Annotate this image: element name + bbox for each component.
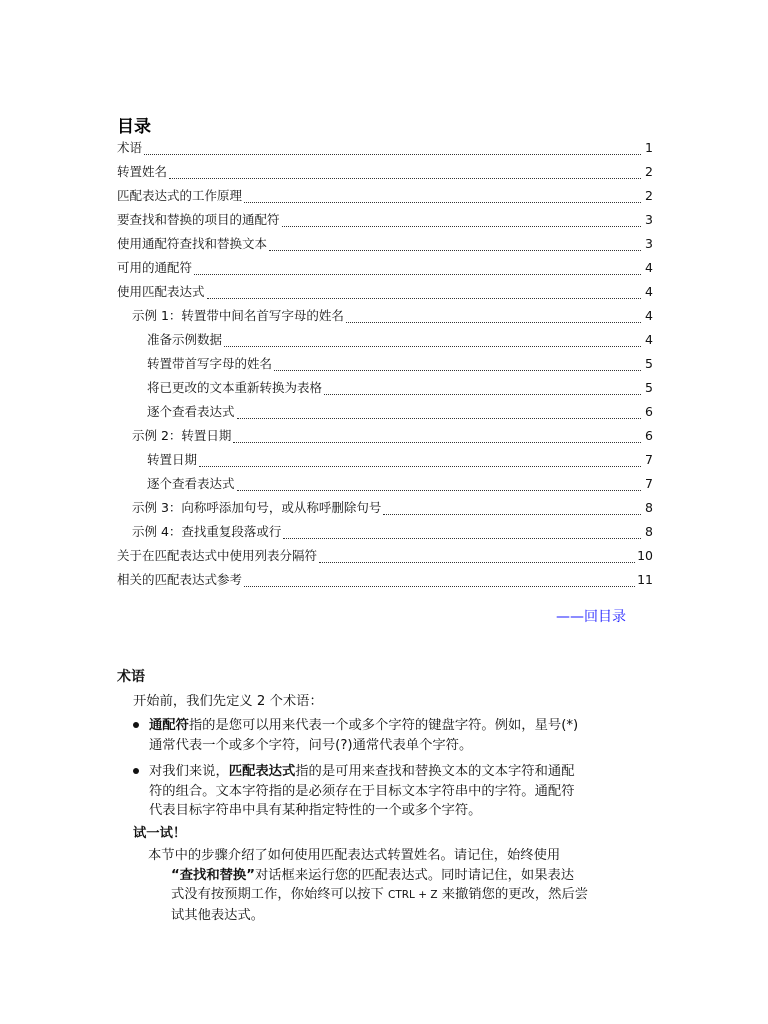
toc-entry-page: 5: [645, 380, 653, 395]
try-it-body: [148, 846, 654, 925]
list-item: [131, 762, 651, 821]
back-to-toc-link[interactable]: ——回目录: [556, 609, 626, 625]
toc-entry[interactable]: [117, 184, 653, 208]
toc-entry-label: 示例 3：向称呼添加句号，或从称呼删除句号: [132, 500, 382, 515]
toc-entry-page: 2: [645, 164, 653, 179]
toc-entry[interactable]: [117, 136, 653, 160]
term-expression-def-line1: 指的是可用来查找和替换文本的文本字符和通配: [295, 764, 575, 779]
toc-entry[interactable]: [117, 520, 653, 544]
toc-entry-label: 使用通配符查找和替换文本: [117, 236, 268, 251]
term-list: [131, 716, 651, 828]
try-it-line3a: 式没有按预期工作，你始终可以按下: [171, 887, 388, 902]
section-title: 术语: [117, 669, 145, 685]
toc-entry-page: 2: [645, 188, 653, 203]
toc-entry-label: 使用匹配表达式: [117, 284, 205, 299]
bullet-icon: [133, 722, 139, 728]
toc-entry[interactable]: [117, 304, 653, 328]
toc-entry-page: 10: [637, 548, 653, 563]
toc-entry-label: 匹配表达式的工作原理: [117, 188, 243, 203]
list-item: [131, 716, 651, 755]
toc-leader-dots: [244, 585, 635, 587]
toc-entry-label: 转置姓名: [117, 164, 168, 179]
toc-entry[interactable]: [117, 400, 653, 424]
bullet-icon: [133, 768, 139, 774]
toc-entry-page: 3: [645, 212, 653, 227]
toc-leader-dots: [237, 489, 641, 491]
toc-entry-label: 逐个查看表达式: [147, 476, 235, 491]
toc-leader-dots: [194, 273, 641, 275]
toc-leader-dots: [224, 345, 641, 347]
toc-entry[interactable]: [117, 544, 653, 568]
toc-entry-label: 转置日期: [147, 452, 198, 467]
toc-entry[interactable]: [117, 160, 653, 184]
term-wildcard-def-line1: 指的是您可以用来代表一个或多个字符的键盘字符。例如，星号(*): [188, 718, 579, 733]
toc-entry-label: 要查找和替换的项目的通配符: [117, 212, 280, 227]
try-it-line1: 本节中的步骤介绍了如何使用匹配表达式转置姓名。请记住，始终使用: [148, 848, 561, 863]
table-of-contents: [117, 136, 653, 592]
try-it-line4: 试其他表达式。: [171, 907, 265, 923]
toc-entry[interactable]: [117, 280, 653, 304]
term-expression-prefix: 对我们来说，: [149, 764, 229, 779]
toc-entry-page: 4: [645, 284, 653, 299]
toc-title: 目录: [117, 117, 151, 137]
toc-entry-page: 7: [645, 452, 653, 467]
toc-leader-dots: [282, 225, 641, 227]
try-it-heading: 试一试！: [133, 826, 187, 841]
toc-leader-dots: [269, 249, 641, 251]
toc-entry-label: 术语: [117, 140, 143, 155]
toc-entry-label: 准备示例数据: [147, 332, 223, 347]
toc-leader-dots: [169, 177, 641, 179]
toc-leader-dots: [274, 369, 641, 371]
toc-leader-dots: [244, 201, 641, 203]
term-wildcard: 通配符: [149, 718, 189, 733]
toc-entry-label: 示例 4：查找重复段落或行: [132, 524, 282, 539]
toc-entry[interactable]: [117, 424, 653, 448]
toc-entry-page: 8: [645, 500, 653, 515]
toc-entry[interactable]: [117, 232, 653, 256]
toc-entry[interactable]: [117, 376, 653, 400]
toc-leader-dots: [144, 153, 641, 155]
toc-leader-dots: [283, 537, 641, 539]
toc-entry-page: 7: [645, 476, 653, 491]
toc-leader-dots: [324, 393, 641, 395]
toc-entry-page: 11: [637, 572, 653, 587]
toc-entry-label: 可用的通配符: [117, 260, 193, 275]
try-it-line3b: 来撤销您的更改，然后尝: [437, 887, 589, 902]
toc-leader-dots: [207, 297, 641, 299]
toc-entry[interactable]: [117, 208, 653, 232]
toc-entry-page: 4: [645, 332, 653, 347]
term-wildcard-def-line2: 通常代表一个或多个字符，问号(?)通常代表单个字符。: [149, 737, 473, 753]
toc-entry[interactable]: [117, 472, 653, 496]
term-expression-def-line3: 代表目标字符串中具有某种指定特性的一个或多个字符。: [149, 803, 482, 818]
toc-entry-label: 关于在匹配表达式中使用列表分隔符: [117, 548, 318, 563]
section-intro: 开始前，我们先定义 2 个术语：: [133, 694, 323, 709]
find-replace-name: “查找和替换”: [171, 867, 255, 883]
toc-leader-dots: [383, 513, 641, 515]
toc-entry[interactable]: [117, 568, 653, 592]
toc-leader-dots: [233, 441, 641, 443]
toc-entry[interactable]: [117, 256, 653, 280]
toc-entry[interactable]: [117, 448, 653, 472]
toc-entry[interactable]: [117, 328, 653, 352]
toc-entry-page: 8: [645, 524, 653, 539]
toc-entry[interactable]: [117, 352, 653, 376]
term-expression: 匹配表达式: [228, 764, 296, 779]
toc-entry-label: 逐个查看表达式: [147, 404, 235, 419]
toc-entry[interactable]: [117, 496, 653, 520]
toc-entry-label: 转置带首写字母的姓名: [147, 356, 273, 371]
toc-entry-page: 6: [645, 428, 653, 443]
toc-entry-page: 4: [645, 308, 653, 323]
toc-entry-page: 3: [645, 236, 653, 251]
undo-shortcut: CTRL + Z: [387, 889, 438, 901]
toc-leader-dots: [237, 417, 641, 419]
toc-entry-page: 1: [645, 140, 653, 155]
toc-entry-label: 示例 1：转置带中间名首写字母的姓名: [132, 308, 344, 323]
term-expression-def-line2: 符的组合。文本字符指的是必须存在于目标文本字符串中的字符。通配符: [149, 783, 575, 799]
toc-entry-page: 6: [645, 404, 653, 419]
toc-entry-label: 示例 2：转置日期: [132, 428, 232, 443]
try-it-line2: 对话框来运行您的匹配表达式。同时请记住，如果表达: [254, 867, 575, 883]
toc-entry-page: 4: [645, 260, 653, 275]
toc-leader-dots: [199, 465, 641, 467]
toc-entry-page: 5: [645, 356, 653, 371]
toc-entry-label: 相关的匹配表达式参考: [117, 572, 243, 587]
toc-leader-dots: [346, 321, 641, 323]
toc-leader-dots: [319, 561, 635, 563]
toc-entry-label: 将已更改的文本重新转换为表格: [147, 380, 323, 395]
